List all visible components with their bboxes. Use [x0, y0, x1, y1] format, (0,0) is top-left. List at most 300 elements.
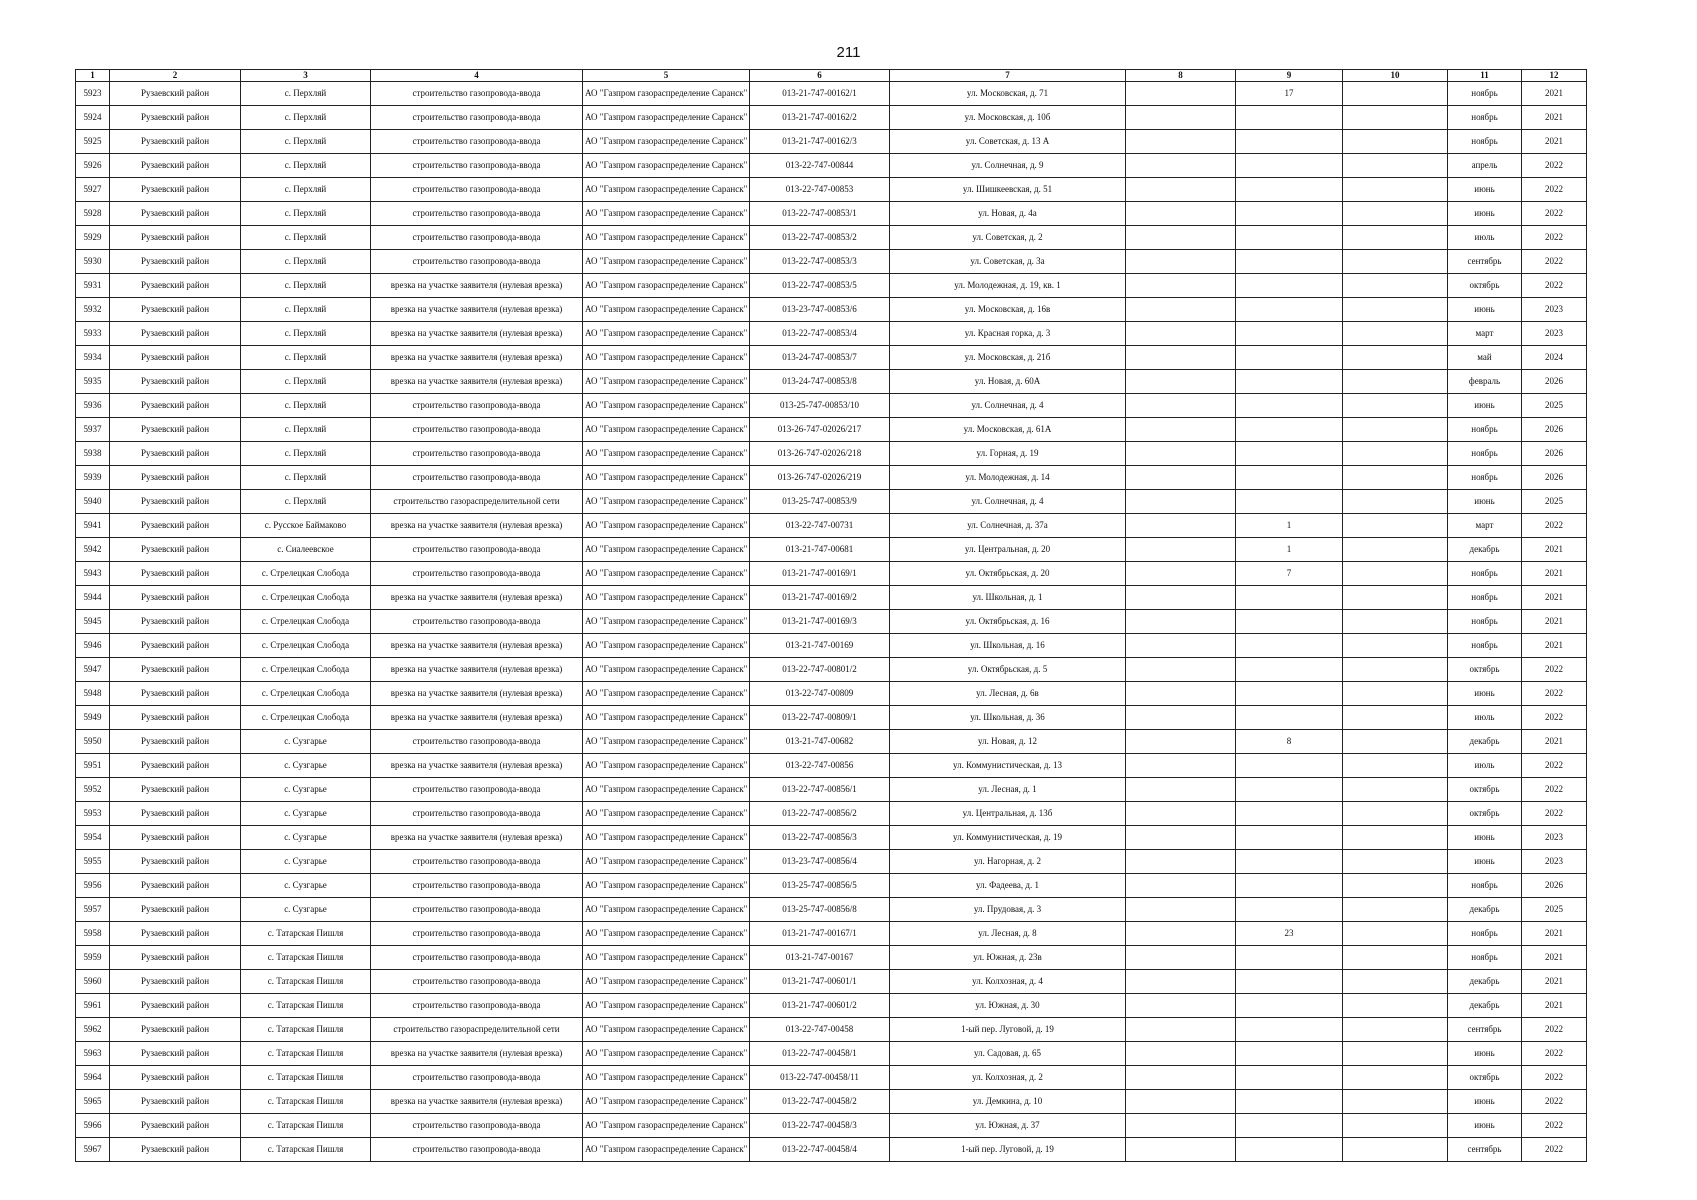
cell-col-8	[1126, 1114, 1236, 1138]
cell-col-8	[1126, 130, 1236, 154]
cell-col-9: 1	[1236, 538, 1343, 562]
cell-work-type: строительство газопровода-ввода	[371, 418, 583, 442]
cell-month: ноябрь	[1448, 466, 1522, 490]
cell-col-10	[1343, 922, 1448, 946]
cell-month: ноябрь	[1448, 418, 1522, 442]
cell-col-8	[1126, 922, 1236, 946]
cell-application-number: 013-21-747-00601/2	[750, 994, 890, 1018]
cell-district: Рузаевский район	[110, 634, 241, 658]
cell-year: 2022	[1522, 274, 1587, 298]
cell-organization: АО "Газпром газораспределение Саранск"	[583, 154, 750, 178]
cell-col-8	[1126, 394, 1236, 418]
cell-row-number: 5944	[76, 586, 110, 610]
cell-col-9	[1236, 970, 1343, 994]
cell-settlement: с. Татарская Пишля	[241, 922, 371, 946]
table-row	[76, 178, 1587, 202]
cell-organization: АО "Газпром газораспределение Саранск"	[583, 682, 750, 706]
table-row	[76, 730, 1587, 754]
cell-address: ул. Школьная, д. 36	[890, 706, 1126, 730]
cell-application-number: 013-22-747-00844	[750, 154, 890, 178]
cell-col-9	[1236, 130, 1343, 154]
cell-application-number: 013-22-747-00853/3	[750, 250, 890, 274]
cell-row-number: 5938	[76, 442, 110, 466]
cell-row-number: 5964	[76, 1066, 110, 1090]
cell-month: ноябрь	[1448, 562, 1522, 586]
cell-col-8	[1126, 346, 1236, 370]
cell-application-number: 013-23-747-00856/4	[750, 850, 890, 874]
cell-work-type: строительство газопровода-ввода	[371, 130, 583, 154]
cell-district: Рузаевский район	[110, 850, 241, 874]
cell-application-number: 013-23-747-00853/6	[750, 298, 890, 322]
cell-col-8	[1126, 658, 1236, 682]
cell-col-9	[1236, 634, 1343, 658]
table-row	[76, 778, 1587, 802]
cell-row-number: 5934	[76, 346, 110, 370]
cell-work-type: врезка на участке заявителя (нулевая врезка)	[371, 1090, 583, 1114]
table-row	[76, 754, 1587, 778]
cell-settlement: с. Татарская Пишля	[241, 1114, 371, 1138]
cell-year: 2021	[1522, 130, 1587, 154]
cell-year: 2022	[1522, 682, 1587, 706]
cell-settlement: с. Сузгарье	[241, 730, 371, 754]
column-header-3: 3	[241, 70, 371, 82]
cell-district: Рузаевский район	[110, 874, 241, 898]
cell-work-type: строительство газопровода-ввода	[371, 994, 583, 1018]
cell-row-number: 5955	[76, 850, 110, 874]
cell-settlement: с. Сузгарье	[241, 874, 371, 898]
cell-application-number: 013-22-747-00856/3	[750, 826, 890, 850]
cell-organization: АО "Газпром газораспределение Саранск"	[583, 946, 750, 970]
cell-application-number: 013-25-747-00853/9	[750, 490, 890, 514]
cell-address: ул. Шишкеевская, д. 51	[890, 178, 1126, 202]
cell-col-8	[1126, 322, 1236, 346]
cell-row-number: 5926	[76, 154, 110, 178]
cell-settlement: с. Перхляй	[241, 154, 371, 178]
cell-col-10	[1343, 418, 1448, 442]
cell-month: июнь	[1448, 298, 1522, 322]
cell-col-9	[1236, 1138, 1343, 1162]
table-row	[76, 370, 1587, 394]
cell-application-number: 013-22-747-00853	[750, 178, 890, 202]
cell-work-type: строительство газопровода-ввода	[371, 154, 583, 178]
cell-application-number: 013-22-747-00458/4	[750, 1138, 890, 1162]
table-row	[76, 466, 1587, 490]
cell-district: Рузаевский район	[110, 946, 241, 970]
cell-col-9	[1236, 610, 1343, 634]
cell-organization: АО "Газпром газораспределение Саранск"	[583, 850, 750, 874]
cell-address: ул. Нагорная, д. 2	[890, 850, 1126, 874]
cell-col-10	[1343, 538, 1448, 562]
cell-row-number: 5952	[76, 778, 110, 802]
table-row	[76, 634, 1587, 658]
cell-year: 2022	[1522, 250, 1587, 274]
cell-application-number: 013-21-747-00169/2	[750, 586, 890, 610]
cell-year: 2022	[1522, 154, 1587, 178]
cell-address: ул. Московская, д. 10б	[890, 106, 1126, 130]
cell-col-8	[1126, 634, 1236, 658]
cell-row-number: 5951	[76, 754, 110, 778]
cell-work-type: врезка на участке заявителя (нулевая врезка)	[371, 658, 583, 682]
cell-work-type: строительство газопровода-ввода	[371, 946, 583, 970]
cell-year: 2022	[1522, 1018, 1587, 1042]
cell-application-number: 013-22-747-00731	[750, 514, 890, 538]
cell-col-10	[1343, 634, 1448, 658]
cell-address: ул. Лесная, д. 6в	[890, 682, 1126, 706]
cell-col-8	[1126, 970, 1236, 994]
cell-col-9: 17	[1236, 82, 1343, 106]
cell-row-number: 5928	[76, 202, 110, 226]
cell-year: 2022	[1522, 226, 1587, 250]
cell-organization: АО "Газпром газораспределение Саранск"	[583, 658, 750, 682]
cell-district: Рузаевский район	[110, 706, 241, 730]
cell-col-9	[1236, 754, 1343, 778]
cell-organization: АО "Газпром газораспределение Саранск"	[583, 1114, 750, 1138]
cell-month: ноябрь	[1448, 82, 1522, 106]
cell-year: 2022	[1522, 802, 1587, 826]
cell-district: Рузаевский район	[110, 442, 241, 466]
cell-settlement: с. Стрелецкая Слобода	[241, 586, 371, 610]
cell-month: июнь	[1448, 202, 1522, 226]
cell-district: Рузаевский район	[110, 922, 241, 946]
cell-col-9: 1	[1236, 514, 1343, 538]
cell-application-number: 013-21-747-00681	[750, 538, 890, 562]
cell-col-8	[1126, 826, 1236, 850]
cell-row-number: 5961	[76, 994, 110, 1018]
cell-row-number: 5942	[76, 538, 110, 562]
cell-month: ноябрь	[1448, 946, 1522, 970]
cell-organization: АО "Газпром газораспределение Саранск"	[583, 538, 750, 562]
cell-application-number: 013-25-747-00856/8	[750, 898, 890, 922]
table-row	[76, 922, 1587, 946]
cell-year: 2022	[1522, 1066, 1587, 1090]
cell-col-9	[1236, 250, 1343, 274]
cell-address: ул. Школьная, д. 1	[890, 586, 1126, 610]
cell-col-10	[1343, 466, 1448, 490]
cell-application-number: 013-21-747-00682	[750, 730, 890, 754]
cell-col-9	[1236, 874, 1343, 898]
cell-district: Рузаевский район	[110, 682, 241, 706]
cell-district: Рузаевский район	[110, 970, 241, 994]
cell-col-10	[1343, 970, 1448, 994]
cell-month: ноябрь	[1448, 106, 1522, 130]
cell-col-8	[1126, 442, 1236, 466]
cell-col-10	[1343, 1018, 1448, 1042]
cell-settlement: с. Сузгарье	[241, 778, 371, 802]
cell-col-10	[1343, 274, 1448, 298]
cell-address: ул. Центральная, д. 13б	[890, 802, 1126, 826]
cell-address: ул. Московская, д. 16в	[890, 298, 1126, 322]
cell-month: октябрь	[1448, 802, 1522, 826]
cell-settlement: с. Татарская Пишля	[241, 1138, 371, 1162]
cell-col-8	[1126, 106, 1236, 130]
cell-district: Рузаевский район	[110, 130, 241, 154]
cell-organization: АО "Газпром газораспределение Саранск"	[583, 874, 750, 898]
cell-district: Рузаевский район	[110, 1138, 241, 1162]
cell-work-type: строительство газопровода-ввода	[371, 466, 583, 490]
cell-col-8	[1126, 154, 1236, 178]
cell-col-9	[1236, 658, 1343, 682]
cell-district: Рузаевский район	[110, 514, 241, 538]
cell-row-number: 5927	[76, 178, 110, 202]
table-row	[76, 346, 1587, 370]
cell-col-9	[1236, 154, 1343, 178]
table-row	[76, 1090, 1587, 1114]
cell-address: ул. Фадеева, д. 1	[890, 874, 1126, 898]
cell-row-number: 5959	[76, 946, 110, 970]
cell-work-type: строительство газопровода-ввода	[371, 1066, 583, 1090]
table-row	[76, 706, 1587, 730]
cell-month: октябрь	[1448, 658, 1522, 682]
cell-address: ул. Колхозная, д. 4	[890, 970, 1126, 994]
table-row	[76, 970, 1587, 994]
cell-row-number: 5924	[76, 106, 110, 130]
column-header-6: 6	[750, 70, 890, 82]
table-row	[76, 658, 1587, 682]
cell-month: июль	[1448, 226, 1522, 250]
cell-organization: АО "Газпром газораспределение Саранск"	[583, 394, 750, 418]
cell-row-number: 5941	[76, 514, 110, 538]
cell-address: ул. Московская, д. 61А	[890, 418, 1126, 442]
cell-year: 2025	[1522, 394, 1587, 418]
cell-row-number: 5939	[76, 466, 110, 490]
cell-year: 2022	[1522, 754, 1587, 778]
cell-organization: АО "Газпром газораспределение Саранск"	[583, 346, 750, 370]
cell-row-number: 5923	[76, 82, 110, 106]
cell-organization: АО "Газпром газораспределение Саранск"	[583, 274, 750, 298]
cell-col-10	[1343, 130, 1448, 154]
table-row	[76, 322, 1587, 346]
cell-month: июнь	[1448, 178, 1522, 202]
cell-work-type: строительство газопровода-ввода	[371, 874, 583, 898]
cell-work-type: строительство газопровода-ввода	[371, 250, 583, 274]
cell-col-8	[1126, 946, 1236, 970]
cell-row-number: 5931	[76, 274, 110, 298]
cell-application-number: 013-22-747-00809	[750, 682, 890, 706]
cell-col-10	[1343, 706, 1448, 730]
cell-work-type: строительство газопровода-ввода	[371, 898, 583, 922]
cell-district: Рузаевский район	[110, 250, 241, 274]
cell-settlement: с. Сузгарье	[241, 826, 371, 850]
cell-col-9	[1236, 946, 1343, 970]
cell-organization: АО "Газпром газораспределение Саранск"	[583, 514, 750, 538]
cell-row-number: 5960	[76, 970, 110, 994]
cell-row-number: 5962	[76, 1018, 110, 1042]
cell-row-number: 5957	[76, 898, 110, 922]
cell-application-number: 013-22-747-00458	[750, 1018, 890, 1042]
cell-col-8	[1126, 562, 1236, 586]
cell-district: Рузаевский район	[110, 418, 241, 442]
cell-year: 2021	[1522, 994, 1587, 1018]
cell-address: ул. Октябрьская, д. 16	[890, 610, 1126, 634]
cell-organization: АО "Газпром газораспределение Саранск"	[583, 562, 750, 586]
cell-address: ул. Октябрьская, д. 20	[890, 562, 1126, 586]
cell-application-number: 013-21-747-00169	[750, 634, 890, 658]
cell-year: 2021	[1522, 586, 1587, 610]
table-row	[76, 394, 1587, 418]
cell-organization: АО "Газпром газораспределение Саранск"	[583, 706, 750, 730]
cell-col-10	[1343, 202, 1448, 226]
cell-col-8	[1126, 610, 1236, 634]
cell-col-10	[1343, 1066, 1448, 1090]
cell-application-number: 013-22-747-00853/4	[750, 322, 890, 346]
cell-col-8	[1126, 778, 1236, 802]
cell-col-9	[1236, 346, 1343, 370]
cell-district: Рузаевский район	[110, 274, 241, 298]
table-row	[76, 586, 1587, 610]
cell-col-8	[1126, 1018, 1236, 1042]
cell-month: ноябрь	[1448, 610, 1522, 634]
cell-col-8	[1126, 586, 1236, 610]
cell-district: Рузаевский район	[110, 562, 241, 586]
cell-col-9	[1236, 442, 1343, 466]
cell-application-number: 013-22-747-00853/2	[750, 226, 890, 250]
cell-col-8	[1126, 370, 1236, 394]
cell-settlement: с. Сузгарье	[241, 754, 371, 778]
cell-col-9: 8	[1236, 730, 1343, 754]
cell-row-number: 5937	[76, 418, 110, 442]
table-row	[76, 898, 1587, 922]
cell-year: 2021	[1522, 730, 1587, 754]
cell-col-8	[1126, 730, 1236, 754]
table-row	[76, 826, 1587, 850]
cell-col-8	[1126, 178, 1236, 202]
cell-address: 1-ый пер. Луговой, д. 19	[890, 1018, 1126, 1042]
cell-application-number: 013-24-747-00853/8	[750, 370, 890, 394]
cell-col-8	[1126, 202, 1236, 226]
cell-settlement: с. Перхляй	[241, 106, 371, 130]
cell-address: ул. Демкина, д. 10	[890, 1090, 1126, 1114]
cell-settlement: с. Русское Баймаково	[241, 514, 371, 538]
table-row	[76, 1066, 1587, 1090]
cell-organization: АО "Газпром газораспределение Саранск"	[583, 754, 750, 778]
cell-address: ул. Новая, д. 4а	[890, 202, 1126, 226]
cell-col-10	[1343, 250, 1448, 274]
cell-year: 2023	[1522, 850, 1587, 874]
cell-col-10	[1343, 1042, 1448, 1066]
cell-organization: АО "Газпром газораспределение Саранск"	[583, 130, 750, 154]
cell-month: июнь	[1448, 826, 1522, 850]
cell-col-10	[1343, 586, 1448, 610]
cell-col-8	[1126, 226, 1236, 250]
cell-row-number: 5940	[76, 490, 110, 514]
cell-col-10	[1343, 442, 1448, 466]
cell-settlement: с. Сиалеевское	[241, 538, 371, 562]
cell-application-number: 013-24-747-00853/7	[750, 346, 890, 370]
cell-settlement: с. Стрелецкая Слобода	[241, 562, 371, 586]
cell-col-8	[1126, 1042, 1236, 1066]
cell-district: Рузаевский район	[110, 1042, 241, 1066]
cell-col-10	[1343, 754, 1448, 778]
cell-settlement: с. Перхляй	[241, 418, 371, 442]
cell-settlement: с. Перхляй	[241, 394, 371, 418]
cell-settlement: с. Стрелецкая Слобода	[241, 610, 371, 634]
cell-settlement: с. Татарская Пишля	[241, 1090, 371, 1114]
cell-col-10	[1343, 226, 1448, 250]
cell-district: Рузаевский район	[110, 754, 241, 778]
cell-col-10	[1343, 802, 1448, 826]
cell-month: июнь	[1448, 394, 1522, 418]
table-row	[76, 802, 1587, 826]
cell-month: апрель	[1448, 154, 1522, 178]
cell-col-8	[1126, 754, 1236, 778]
table-row	[76, 610, 1587, 634]
cell-month: октябрь	[1448, 1066, 1522, 1090]
cell-col-8	[1126, 682, 1236, 706]
cell-row-number: 5954	[76, 826, 110, 850]
cell-month: декабрь	[1448, 898, 1522, 922]
cell-address: ул. Южная, д. 30	[890, 994, 1126, 1018]
column-header-4: 4	[371, 70, 583, 82]
cell-address: ул. Южная, д. 23в	[890, 946, 1126, 970]
cell-row-number: 5932	[76, 298, 110, 322]
cell-year: 2021	[1522, 538, 1587, 562]
cell-row-number: 5953	[76, 802, 110, 826]
cell-settlement: с. Перхляй	[241, 442, 371, 466]
cell-col-9	[1236, 1090, 1343, 1114]
cell-col-9	[1236, 106, 1343, 130]
cell-settlement: с. Перхляй	[241, 130, 371, 154]
cell-year: 2023	[1522, 826, 1587, 850]
table-body	[76, 82, 1587, 1162]
cell-settlement: с. Перхляй	[241, 178, 371, 202]
cell-col-9	[1236, 586, 1343, 610]
cell-col-9: 23	[1236, 922, 1343, 946]
cell-work-type: строительство газопровода-ввода	[371, 730, 583, 754]
cell-month: июнь	[1448, 490, 1522, 514]
cell-col-10	[1343, 562, 1448, 586]
cell-work-type: строительство газопровода-ввода	[371, 106, 583, 130]
cell-settlement: с. Стрелецкая Слобода	[241, 706, 371, 730]
cell-address: ул. Советская, д. 3а	[890, 250, 1126, 274]
cell-address: ул. Солнечная, д. 4	[890, 490, 1126, 514]
cell-row-number: 5958	[76, 922, 110, 946]
cell-work-type: строительство газопровода-ввода	[371, 778, 583, 802]
cell-col-10	[1343, 826, 1448, 850]
cell-col-9	[1236, 394, 1343, 418]
cell-row-number: 5945	[76, 610, 110, 634]
table-row	[76, 1018, 1587, 1042]
cell-application-number: 013-22-747-00809/1	[750, 706, 890, 730]
cell-application-number: 013-25-747-00856/5	[750, 874, 890, 898]
cell-col-8	[1126, 1090, 1236, 1114]
cell-month: декабрь	[1448, 994, 1522, 1018]
cell-settlement: с. Сузгарье	[241, 850, 371, 874]
cell-month: октябрь	[1448, 274, 1522, 298]
cell-col-9	[1236, 778, 1343, 802]
cell-application-number: 013-25-747-00853/10	[750, 394, 890, 418]
cell-row-number: 5930	[76, 250, 110, 274]
cell-col-9	[1236, 202, 1343, 226]
cell-district: Рузаевский район	[110, 610, 241, 634]
cell-row-number: 5956	[76, 874, 110, 898]
cell-district: Рузаевский район	[110, 826, 241, 850]
cell-month: март	[1448, 322, 1522, 346]
cell-settlement: с. Перхляй	[241, 298, 371, 322]
cell-year: 2021	[1522, 946, 1587, 970]
cell-col-9	[1236, 466, 1343, 490]
cell-col-10	[1343, 730, 1448, 754]
cell-application-number: 013-21-747-00601/1	[750, 970, 890, 994]
cell-row-number: 5948	[76, 682, 110, 706]
cell-month: март	[1448, 514, 1522, 538]
table-row	[76, 442, 1587, 466]
cell-col-8	[1126, 538, 1236, 562]
cell-year: 2026	[1522, 442, 1587, 466]
cell-col-9	[1236, 178, 1343, 202]
table-row	[76, 1114, 1587, 1138]
cell-month: июнь	[1448, 850, 1522, 874]
cell-application-number: 013-26-747-02026/217	[750, 418, 890, 442]
